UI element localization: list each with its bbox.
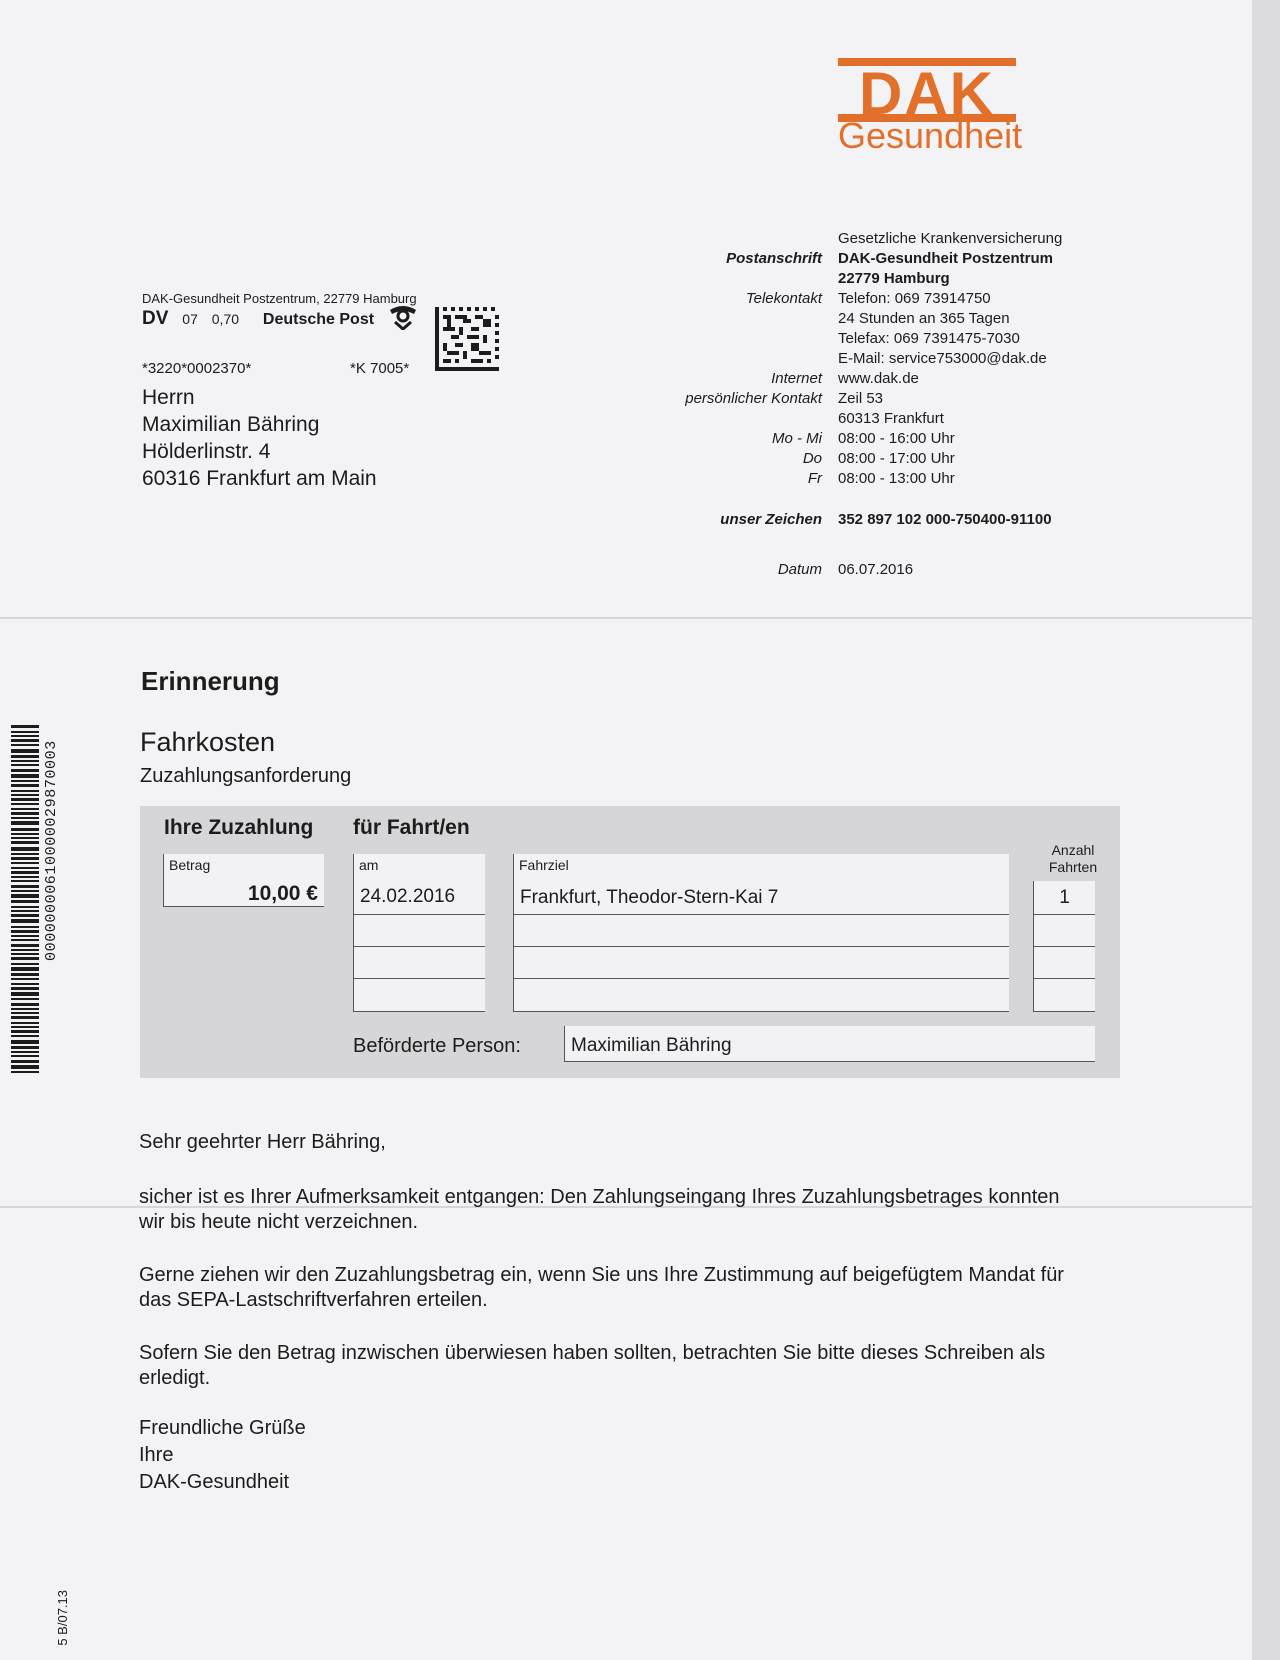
recipient-address: [142, 384, 377, 492]
barcode-bar: [11, 794, 39, 796]
barcode-bar: [11, 1022, 39, 1024]
barcode-bar: [11, 808, 39, 810]
dak-logo-mark: [838, 58, 1016, 122]
reference-number: 352 897 102 000-750400-91100: [838, 511, 1052, 528]
paragraph-3: [139, 1341, 1139, 1391]
date-column-label: am: [359, 857, 379, 873]
internet-label: Internet: [771, 370, 822, 387]
row-separator: [1034, 978, 1095, 979]
hours-mon-wed-label: Mo - Mi: [772, 430, 822, 447]
side-barcode: [11, 725, 39, 1080]
barcode-bar: [11, 910, 39, 912]
barcode-bar: [11, 1035, 39, 1037]
paragraph-1-line-1: sicher ist es Ihrer Aufmerksamkeit entgangen: Den Zahlungseingang Ihres Zuzahlungsbetrages konnten: [139, 1186, 1060, 1208]
barcode-bar: [11, 890, 39, 892]
trip-count-column: [1033, 881, 1095, 1012]
barcode-bar: [11, 847, 39, 851]
reference-label: unser Zeichen: [720, 511, 822, 528]
amount-label: Betrag: [169, 857, 211, 873]
closing-line-3: DAK-Gesundheit: [139, 1471, 290, 1493]
row-separator: [514, 946, 1009, 947]
trip-date: 24.02.2016: [360, 886, 456, 907]
barcode-bar: [11, 755, 39, 758]
dak-logo: [838, 58, 1016, 122]
row-separator: [354, 978, 485, 979]
svg-text:DAK: DAK: [859, 60, 995, 122]
service-hours: 24 Stunden an 365 Tagen: [838, 310, 1010, 327]
barcode-bar: [11, 935, 39, 937]
recipient-name: Maximilian Bähring: [142, 413, 320, 436]
barcode-bar: [11, 914, 39, 917]
barcode-bar: [11, 1026, 39, 1028]
barcode-bar: [11, 821, 39, 825]
barcode-bar: [11, 760, 39, 762]
carrier-name: Deutsche Post: [262, 311, 375, 328]
barcode-bar: [11, 926, 39, 928]
copayment-panel: [140, 806, 1120, 1078]
website-link: www.dak.de: [838, 370, 919, 387]
barcode-bar: [11, 906, 39, 908]
barcode-bar: [11, 998, 39, 1000]
barcode-number: 00000000610000029870003: [43, 740, 60, 961]
hours-mon-wed: 08:00 - 16:00 Uhr: [838, 430, 955, 447]
franking-code: *3220*0002370*: [142, 360, 252, 377]
barcode-bar: [11, 828, 39, 831]
barcode-bar: [11, 1060, 39, 1063]
barcode-bar: [11, 992, 39, 996]
recipient-salutation: Herrn: [142, 386, 195, 409]
postage-value: 0,70: [211, 311, 240, 327]
barcode-bar: [11, 867, 39, 869]
barcode-bar: [11, 774, 39, 778]
fax-number: Telefax: 069 7391475-7030: [838, 330, 1020, 347]
passenger-box: [564, 1026, 1095, 1062]
barcode-bar: [11, 1040, 39, 1044]
trip-count-label: [1033, 842, 1113, 876]
barcode-bar: [11, 871, 39, 874]
email-address: E-Mail: service753000@dak.de: [838, 350, 1047, 367]
barcode-bar: [11, 953, 39, 955]
posthorn-icon: [387, 304, 419, 330]
letter-subtitle: Zuzahlungsanforderung: [140, 765, 352, 787]
trip-count: 1: [1059, 887, 1070, 908]
barcode-bar: [11, 949, 39, 951]
postanschrift-line-2: 22779 Hamburg: [838, 270, 950, 287]
barcode-bar: [11, 939, 39, 941]
barcode-bar: [11, 1055, 39, 1057]
trip-destination: Frankfurt, Theodor-Stern-Kai 7: [520, 887, 779, 908]
barcode-bar: [11, 944, 39, 947]
barcode-bar: [11, 1065, 39, 1069]
trip-count-label-line-2: Fahrten: [1048, 859, 1098, 875]
fold-line: [0, 617, 1252, 619]
passenger-name: Maximilian Bähring: [571, 1035, 732, 1056]
barcode-bar: [11, 919, 39, 923]
barcode-bar: [11, 798, 39, 801]
barcode-bar: [11, 857, 39, 860]
destination-column-label: Fahrziel: [519, 857, 569, 873]
recipient-street: Hölderlinstr. 4: [142, 440, 271, 463]
barcode-bar: [11, 876, 39, 878]
barcode-bar: [11, 780, 39, 782]
paragraph-2-line-2: das SEPA-Lastschriftverfahren erteilen.: [139, 1289, 488, 1311]
barcode-bar: [11, 978, 39, 980]
trip-count-label-line-1: Anzahl: [1051, 842, 1095, 858]
barcode-bar: [11, 930, 39, 933]
date-column: [353, 854, 485, 1012]
row-separator: [514, 978, 1009, 979]
row-separator: [1034, 914, 1095, 915]
dak-logo-subtitle: Gesundheit: [838, 115, 1023, 156]
phone-number: Telefon: 069 73914750: [838, 290, 991, 307]
destination-column: [513, 854, 1009, 1012]
hours-fri-label: Fr: [807, 470, 822, 487]
barcode-bar: [11, 769, 39, 772]
datamatrix-code: [435, 307, 499, 371]
office-city: 60313 Frankfurt: [838, 410, 944, 427]
barcode-bar: [11, 894, 39, 898]
paragraph-2-line-1: Gerne ziehen wir den Zuzahlungsbetrag ein, wenn Sie uns Ihre Zustimmung auf beigefügtem Mandat für: [139, 1264, 1064, 1286]
closing-line-2: Ihre: [139, 1444, 174, 1466]
barcode-bar: [11, 1016, 39, 1019]
amount-box: [163, 854, 324, 907]
paragraph-1: [139, 1185, 1139, 1235]
barcode-bar: [11, 880, 39, 882]
barcode-bar: [11, 1030, 39, 1033]
barcode-bar: [11, 1012, 39, 1014]
barcode-bar: [11, 833, 39, 835]
hours-fri: 08:00 - 13:00 Uhr: [838, 470, 955, 487]
barcode-bar: [11, 1051, 39, 1053]
barcode-bar: [11, 841, 39, 844]
barcode-bar: [11, 731, 39, 733]
barcode-bar: [11, 885, 39, 888]
trips-heading: für Fahrt/en: [353, 816, 470, 839]
barcode-bar: [11, 900, 39, 903]
date-label: Datum: [777, 561, 822, 578]
barcode-bar: [11, 862, 39, 864]
personal-contact-label: persönlicher Kontakt: [685, 390, 822, 407]
passenger-label: Beförderte Person:: [353, 1035, 521, 1057]
postanschrift-label: Postanschrift: [726, 250, 822, 267]
barcode-bar: [11, 983, 39, 985]
paragraph-3-line-2: erledigt.: [139, 1367, 211, 1389]
barcode-bar: [11, 735, 39, 737]
barcode-bar: [11, 1008, 39, 1010]
form-code: 5 B/07.13: [55, 1590, 70, 1646]
barcode-bar: [11, 812, 39, 815]
barcode-bar: [11, 1046, 39, 1049]
closing-line-1: Freundliche Grüße: [139, 1417, 306, 1439]
row-separator: [354, 914, 485, 915]
barcode-bar: [11, 817, 39, 819]
barcode-bar: [11, 784, 39, 787]
recipient-city: 60316 Frankfurt am Main: [142, 467, 377, 490]
barcode-bar: [11, 725, 39, 728]
letter-greeting: Sehr geehrter Herr Bähring,: [139, 1131, 386, 1153]
paragraph-2: [139, 1263, 1139, 1313]
paragraph-1-line-2: wir bis heute nicht verzeichnen.: [139, 1211, 419, 1233]
dv-code: 07: [182, 311, 198, 327]
postage-line: [142, 308, 374, 330]
copayment-heading: Ihre Zuzahlung: [164, 816, 314, 839]
barcode-bar: [11, 790, 39, 792]
dv-label: DV: [142, 308, 169, 329]
barcode-bar: [11, 973, 39, 976]
barcode-bar: [11, 744, 39, 746]
insurance-type: Gesetzliche Krankenversicherung: [838, 230, 1063, 247]
row-separator: [514, 914, 1009, 915]
letter-title: Erinnerung: [141, 666, 280, 696]
barcode-bar: [11, 803, 39, 805]
letter-date: 06.07.2016: [838, 561, 914, 578]
barcode-bar: [11, 739, 39, 742]
barcode-bar: [11, 1003, 39, 1006]
hours-thu: 08:00 - 17:00 Uhr: [838, 450, 955, 467]
closing: [139, 1415, 1139, 1496]
barcode-bar: [11, 837, 39, 839]
barcode-bar: [11, 764, 39, 766]
office-street: Zeil 53: [838, 390, 884, 407]
telekontakt-label: Telekontakt: [745, 290, 822, 307]
barcode-bar: [11, 963, 39, 965]
row-separator: [1034, 946, 1095, 947]
barcode-bar: [11, 853, 39, 855]
barcode-bar: [11, 749, 39, 753]
postanschrift-line-1: DAK-Gesundheit Postzentrum: [838, 250, 1054, 267]
hours-thu-label: Do: [802, 450, 822, 467]
barcode-bar: [11, 967, 39, 971]
row-separator: [354, 946, 485, 947]
barcode-bar: [11, 1071, 39, 1073]
letter-subject: Fahrkosten: [140, 727, 276, 757]
barcode-bar: [11, 957, 39, 960]
amount-value: 10,00 €: [247, 882, 318, 905]
return-address: DAK-Gesundheit Postzentrum, 22779 Hamburg: [142, 291, 417, 306]
barcode-bar: [11, 987, 39, 990]
paragraph-3-line-1: Sofern Sie den Betrag inzwischen überwiesen haben sollten, betrachten Sie bitte dieses Schreiben als: [139, 1342, 1046, 1364]
routing-code: *K 7005*: [350, 360, 410, 377]
